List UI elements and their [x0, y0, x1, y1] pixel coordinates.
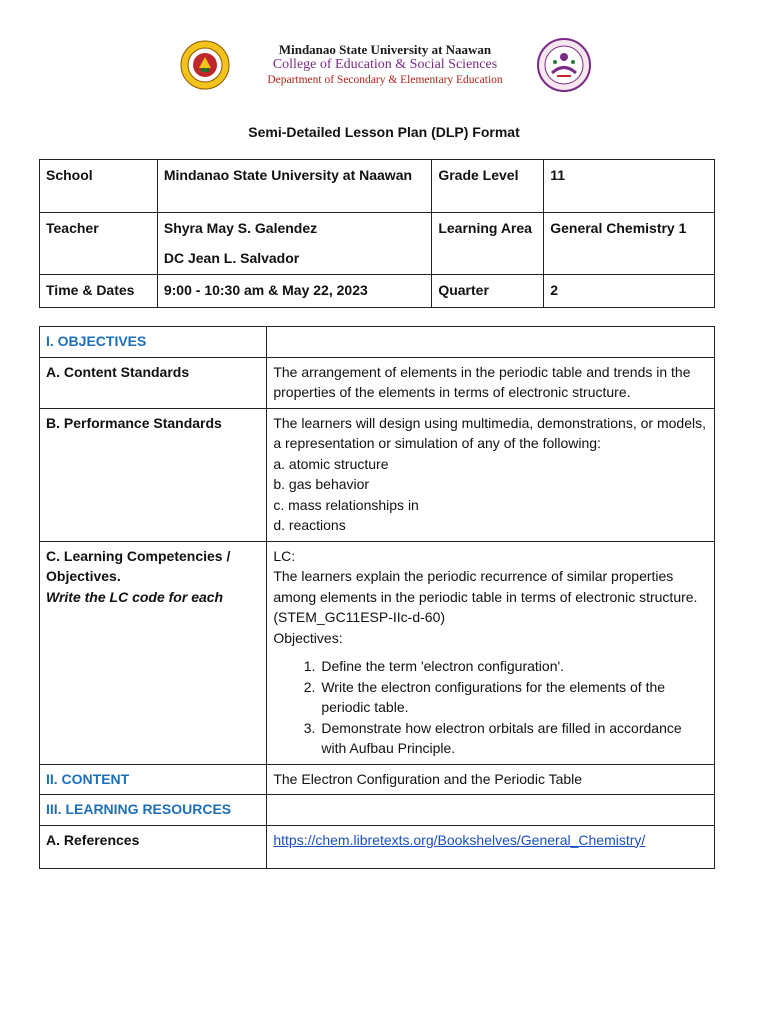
table-row — [40, 275, 715, 308]
competencies-cell — [267, 541, 715, 764]
objectives-heading: I. OBJECTIVES — [40, 327, 267, 358]
objectives-list — [273, 656, 708, 759]
quarter-label: Quarter — [432, 275, 544, 308]
document-title: Semi-Detailed Lesson Plan (DLP) Format — [248, 124, 520, 140]
references-cell — [267, 825, 715, 869]
competencies-label-cell — [40, 541, 267, 764]
competencies-note: Write the LC code for each — [46, 588, 224, 605]
list-item: a. atomic structure — [273, 455, 389, 472]
university-name: Mindanao State University at Naawan — [278, 42, 492, 57]
performance-standards-cell — [267, 408, 715, 541]
competencies-label: C. Learning Competencies / Objectives. — [46, 547, 231, 584]
content-heading: II. CONTENT — [40, 764, 267, 795]
empty-cell — [267, 327, 715, 358]
references-link[interactable]: https://chem.libretexts.org/Bookshelves/General_Chemistry/ — [273, 831, 646, 848]
table-row — [40, 160, 715, 213]
msu-naawan-seal-icon — [180, 40, 230, 90]
table-row — [40, 408, 715, 541]
objectives-label: Objectives: — [273, 629, 343, 646]
department-name: Department of Secondary & Elementary Education — [267, 74, 503, 86]
lesson-info-table — [39, 159, 715, 308]
lc-text: The learners explain the periodic recurrence of similar properties among elements in the periodic table in terms of electronic structure. (STEM_GC11ESP-IIc-d-60) — [273, 568, 698, 625]
content-text: The Electron Configuration and the Periodic Table — [267, 764, 715, 795]
list-item: 2. Write the electron configurations for the elements of the periodic table. — [319, 677, 708, 718]
grade-level-label: Grade Level — [432, 160, 544, 213]
lesson-plan-table — [39, 326, 715, 869]
table-row — [40, 825, 715, 869]
quarter-value: 2 — [544, 275, 715, 308]
teacher-name-2: DC Jean L. Salvador — [163, 250, 300, 266]
lc-label: LC: — [273, 547, 296, 564]
list-item: d. reactions — [273, 517, 346, 533]
teacher-value — [157, 213, 431, 275]
teacher-label: Teacher — [40, 213, 158, 275]
time-dates-value: 9:00 - 10:30 am & May 22, 2023 — [157, 275, 431, 308]
list-item: 3. Demonstrate how electron orbitals are filled in accordance with Aufbau Principle. — [319, 718, 708, 759]
teacher-name-1: Shyra May S. Galendez — [163, 220, 318, 236]
learning-area-label: Learning Area — [432, 213, 544, 275]
college-name: College of Education & Social Sciences — [272, 57, 498, 72]
list-item: 1. Define the term 'electron configuration'. — [319, 656, 708, 677]
performance-standards-text: The learners will design using multimedia, demonstrations, or models, a representation or simulation of any of the following: — [273, 414, 706, 451]
table-row — [40, 541, 715, 764]
content-standards-text: The arrangement of elements in the periodic table and trends in the properties of the elements in terms of electronic structure. — [267, 357, 715, 408]
table-row — [40, 795, 715, 826]
time-dates-label: Time & Dates — [40, 275, 158, 308]
references-label: A. References — [40, 825, 267, 869]
school-label: School — [40, 160, 158, 213]
school-value: Mindanao State University at Naawan — [157, 160, 431, 213]
list-item: b. gas behavior — [273, 476, 370, 492]
content-standards-label: A. Content Standards — [40, 357, 267, 408]
learning-area-value: General Chemistry 1 — [544, 213, 715, 275]
list-item: c. mass relationships in — [273, 496, 419, 513]
table-row — [40, 213, 715, 275]
table-row — [40, 327, 715, 358]
document-header — [0, 38, 768, 98]
grade-level-value: 11 — [544, 160, 715, 213]
college-seal-icon — [537, 38, 591, 92]
table-row — [40, 357, 715, 408]
empty-cell — [267, 795, 715, 826]
performance-standards-label: B. Performance Standards — [40, 408, 267, 541]
learning-resources-heading: III. LEARNING RESOURCES — [40, 795, 267, 826]
table-row — [40, 764, 715, 795]
institution-block — [240, 42, 530, 87]
